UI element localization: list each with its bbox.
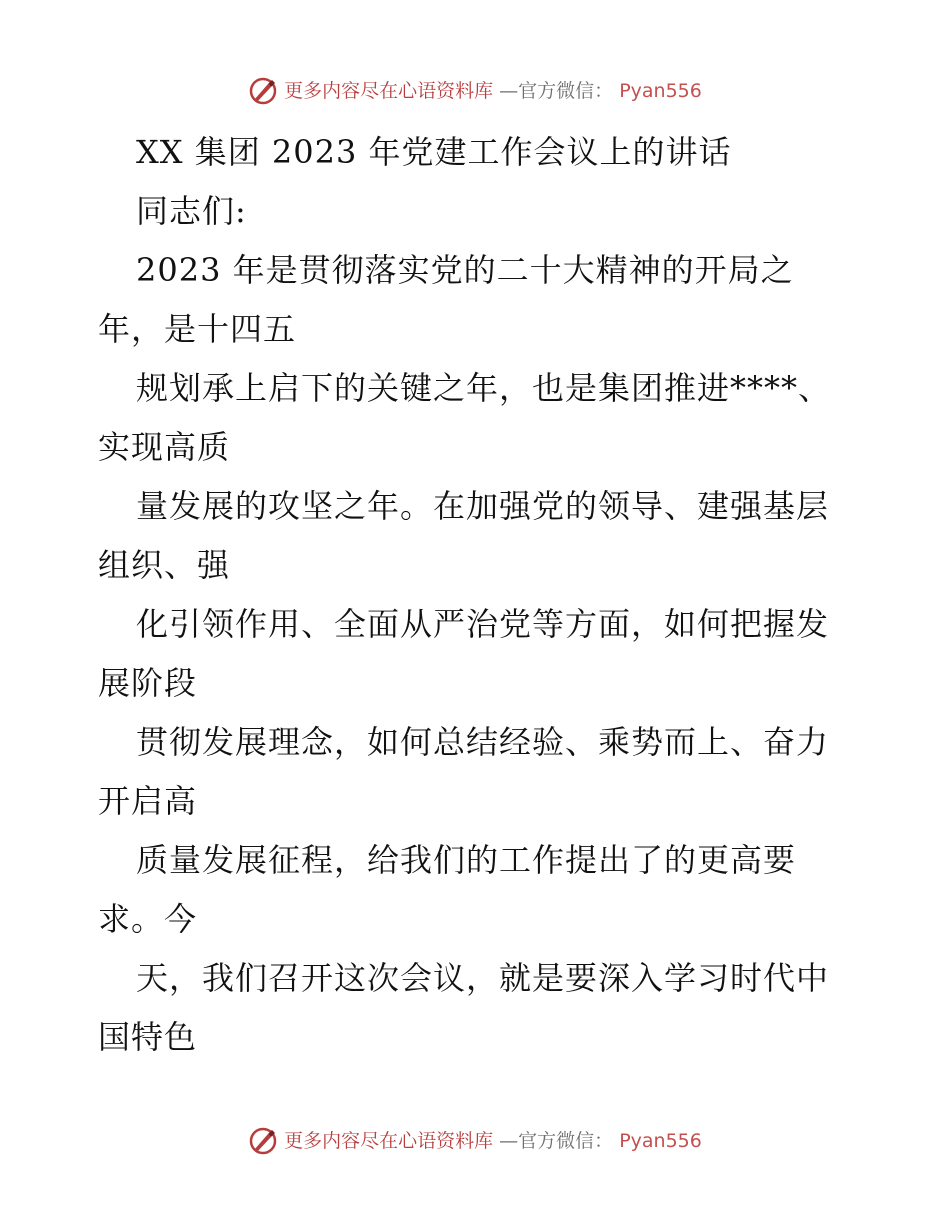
body-line: 求。今 [98,900,198,938]
body-line: 质量发展征程，给我们的工作提出了的更高要 [136,841,797,879]
body-line: 2023 年是贯彻落实党的二十大精神的开局之 [136,251,794,289]
pen-logo-icon [248,76,278,106]
body-line: 化引领作用、全面从严治党等方面，如何把握发 [136,605,830,643]
body-line: 实现高质 [98,428,231,466]
body-line: 年，是十四五 [98,310,297,348]
body-line: 组织、强 [98,546,231,584]
body-line: 贯彻发展理念，如何总结经验、乘势而上、奋力 [136,723,830,761]
banner-main-text: 更多内容尽在心语资料库 [284,1130,494,1152]
banner-wechat-id: Pyan556 [619,1130,702,1152]
salutation: 同志们: [136,192,247,230]
document-body [98,123,858,1067]
header-watermark-banner [0,76,950,106]
banner-main-text: 更多内容尽在心语资料库 [284,80,494,102]
document-title: XX 集团 2023 年党建工作会议上的讲话 [136,133,732,171]
banner-sub-text: —官方微信： [499,80,614,102]
body-line: 开启高 [98,782,198,820]
banner-wechat-id: Pyan556 [619,80,702,102]
body-line: 国特色 [98,1018,198,1056]
body-line: 量发展的攻坚之年。在加强党的领导、建强基层 [136,487,830,525]
body-line: 规划承上启下的关键之年，也是集团推进****、 [136,369,832,407]
pen-logo-icon [248,1126,278,1156]
footer-watermark-banner [0,1126,950,1156]
banner-sub-text: —官方微信： [499,1130,614,1152]
body-line: 天，我们召开这次会议，就是要深入学习时代中 [136,959,830,997]
body-line: 展阶段 [98,664,198,702]
